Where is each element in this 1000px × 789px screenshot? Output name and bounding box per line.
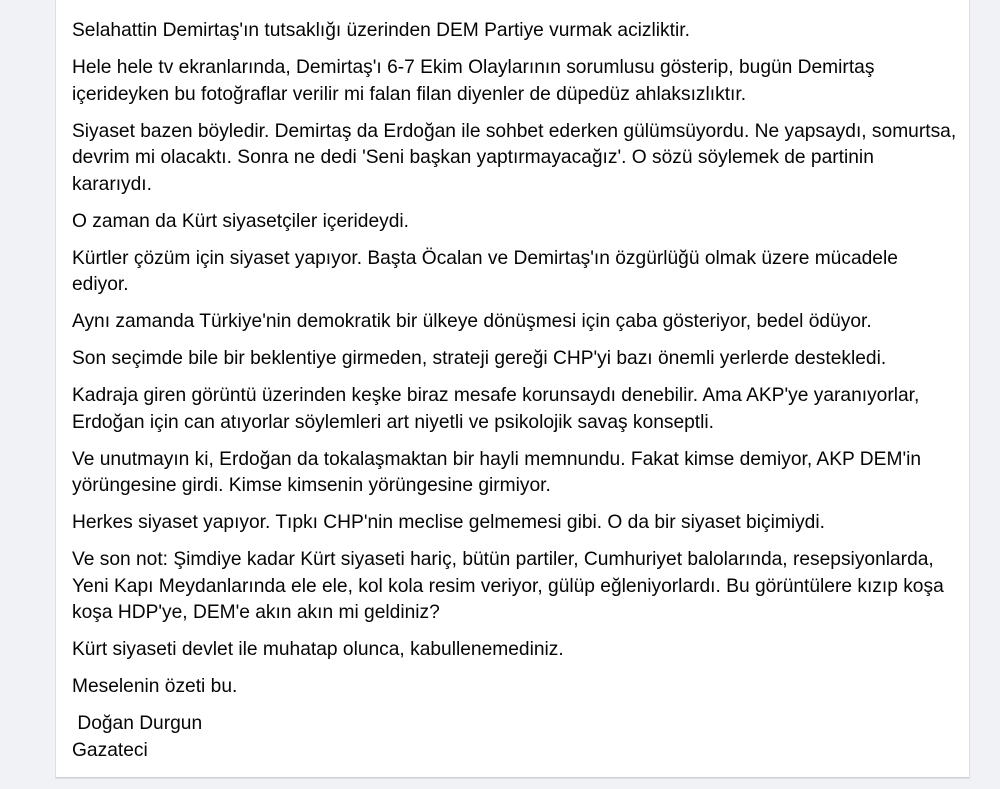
post-paragraph: Hele hele tv ekranlarında, Demirtaş'ı 6-7 Ekim Olaylarının sorumlusu gösterip, bugün Demirtaş içerideyken bu fotoğraflar verilir mi falan filan diyenler de düpedüz ahlaksızlıktır. — [72, 57, 875, 105]
post-card — [55, 0, 970, 779]
post-body — [72, 0, 957, 764]
cut-off-text-line — [72, 0, 957, 16]
post-paragraph: Aynı zamanda Türkiye'nin demokratik bir ülkeye dönüşmesi için çaba gösteriyor, bedel ödüyor. — [72, 311, 872, 332]
post-paragraph: Ve unutmayın ki, Erdoğan da tokalaşmaktan bir hayli memnundu. Fakat kimse demiyor, AKP DEM'in yörüngesine girdi. Kimse kimsenin yörüngesine girmiyor. — [72, 448, 922, 496]
post-paragraph: Selahattin Demirtaş'ın tutsaklığı üzerinden DEM Partiye vurmak acizliktir. — [72, 20, 690, 41]
post-paragraph: Son seçimde bile bir beklentiye girmeden, strateji gereği CHP'yi bazı önemli yerlerde destekledi. — [72, 348, 887, 369]
post-paragraph: Kürtler çözüm için siyaset yapıyor. Başta Öcalan ve Demirtaş'ın özgürlüğü olmak üzere mücadele ediyor. — [72, 247, 898, 295]
card-divider — [56, 777, 969, 778]
post-paragraph: Herkes siyaset yapıyor. Tıpkı CHP'nin meclise gelmemesi gibi. O da bir siyaset biçimiydi. — [72, 512, 825, 533]
post-paragraph: Ve son not: Şimdiye kadar Kürt siyaseti hariç, bütün partiler, Cumhuriyet balolarında, resepsiyonlarda, Yeni Kapı Meydanlarında ele ele, kol kola resim veriyor, gülüp eğleniyorlardı. Bu görüntülere kızıp koşa koşa HDP'ye, DEM'e akın akın mi geldiniz? — [72, 549, 944, 623]
post-paragraph: O zaman da Kürt siyasetçiler içerideydi. — [72, 210, 409, 232]
signature-name: Doğan Durgun — [72, 713, 203, 734]
post-paragraph: Kadraja giren görüntü üzerinden keşke biraz mesafe korunsaydı denebilir. Ama AKP'ye yaranıyorlar, Erdoğan için can atıyorlar söylemleri art niyetli ve psikolojik savaş konseptli. — [72, 385, 920, 433]
post-paragraph: Meselenin özeti bu. — [72, 676, 238, 697]
cut-off-text — [72, 0, 957, 1]
post-paragraph: Siyaset bazen böyledir. Demirtaş da Erdoğan ile sohbet ederken gülümsüyordu. Ne yapsaydı, somurtsa, devrim mi olacaktı. Sonra ne dedi 'Seni başkan yaptırmayacağız'. O sözü söylemek de partinin kararıydı. — [72, 120, 957, 195]
post-paragraph: Kürt siyaseti devlet ile muhatap olunca, kabullenemediniz. — [72, 639, 564, 660]
signature-title: Gazateci — [72, 739, 148, 761]
